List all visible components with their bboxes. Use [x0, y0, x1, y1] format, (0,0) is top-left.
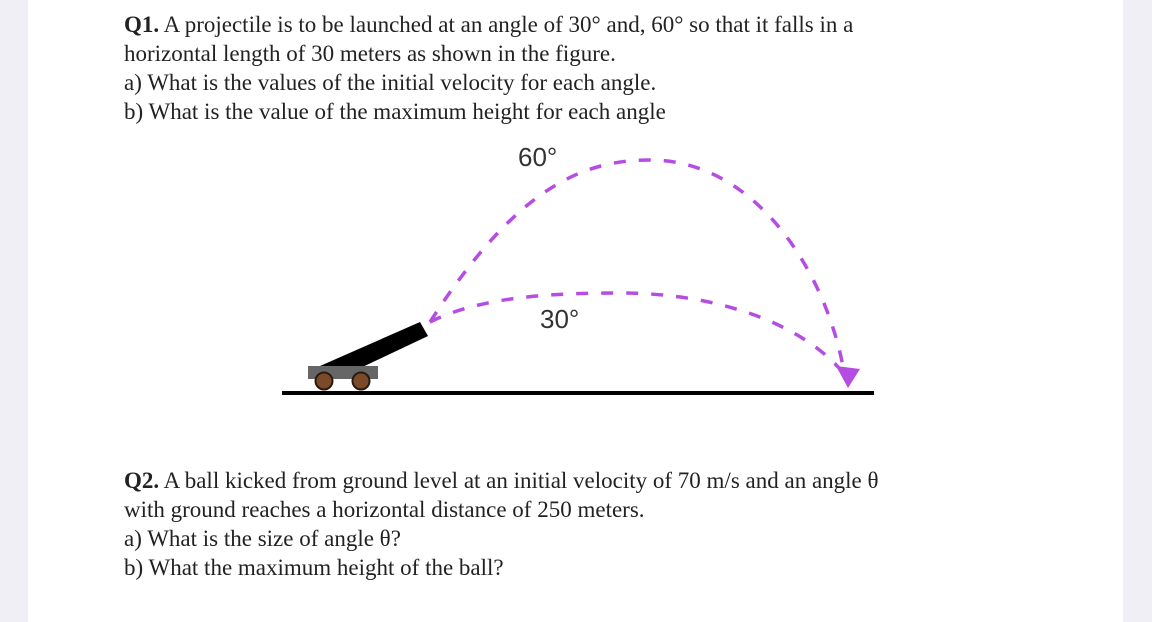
angle-60-label: 60° — [518, 142, 558, 172]
trajectory-30 — [430, 293, 845, 375]
question-2 — [124, 466, 879, 582]
q2-part-a: a) What is the size of angle θ? — [124, 526, 401, 551]
q2-text-1: A ball kicked from ground level at an initial velocity of 70 m/s and an angle θ — [163, 468, 879, 493]
q1-part-b: b) What is the value of the maximum height for each angle — [124, 99, 666, 124]
landing-arrow-icon — [836, 366, 860, 388]
cannon-wheel-right-icon — [353, 373, 370, 390]
q1-part-a: a) What is the values of the initial velocity for each angle. — [124, 70, 657, 95]
trajectory-60 — [430, 160, 845, 378]
angle-30-label: 30° — [540, 304, 580, 334]
cannon-wheel-left-icon — [316, 373, 333, 390]
q2-line-1 — [124, 466, 879, 495]
q1-number: Q1. — [124, 12, 160, 37]
q1-line-2: horizontal length of 30 meters as shown in the figure. — [124, 41, 616, 66]
q2-number: Q2. — [124, 468, 160, 493]
q1-text-1: A projectile is to be launched at an angle of 30° and, 60° so that it falls in a — [163, 12, 854, 37]
q2-part-b: b) What the maximum height of the ball? — [124, 555, 504, 580]
cannon-barrel-icon — [320, 322, 428, 370]
q2-line-2: with ground reaches a horizontal distance of 250 meters. — [124, 497, 645, 522]
